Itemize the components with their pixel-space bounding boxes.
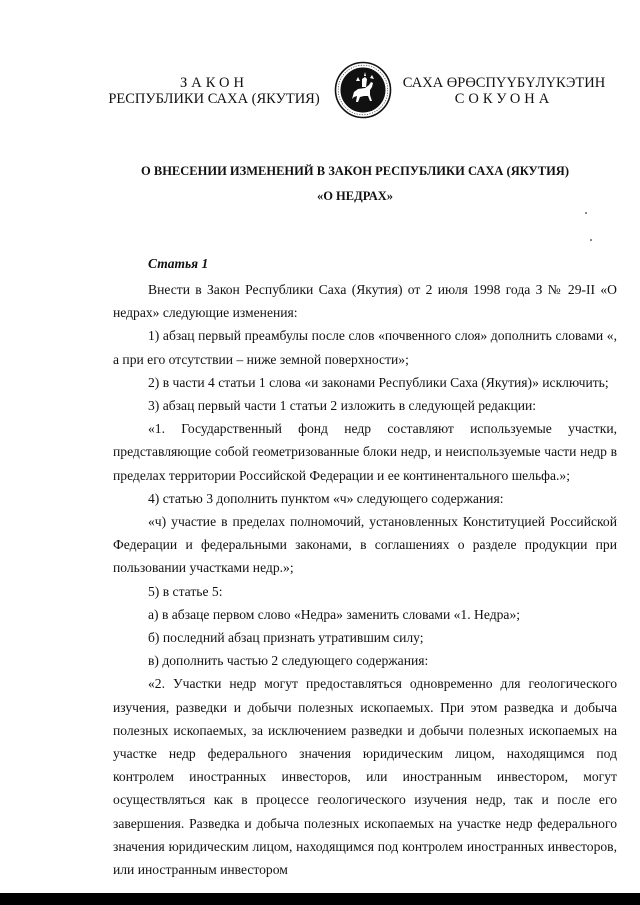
paragraph-sub-b: б) последний абзац признать утратившим силу; <box>148 630 424 646</box>
paragraph-item-5: 5) в статье 5: <box>148 583 223 599</box>
paragraph-sub-a: а) в абзаце первом слово «Недра» заменить словами «1. Недра»; <box>148 606 521 622</box>
header-russian <box>108 75 320 107</box>
paragraph-quote-2: «2. Участки недр могут предоставляться одновременно для геологического изучения, разведки и добычи полезных ископаемых. При этом разведка и добыча полезных ископаемых, за исключением разведки и добычи полезных ископаемых на участке недр федерального значения юридическим лицом, находящимся под контролем иностранных инвесторов, или иностранным инвестором, могут осуществляться как в процессе геологического изучения недр, так и после его завершения. Разведка и добыча полезных ископаемых на участке недр федерального значения юридическим лицом, находящимся под контролем иностранных инвесторов, или иностранным инвестором <box>113 676 617 878</box>
paragraph-intro: Внести в Закон Республики Саха (Якутия) от 2 июля 1998 года З № 29-II «О недрах» следующие изменения: <box>113 282 617 321</box>
paragraph-item-1: 1) абзац первый преамбулы после слов «почвенного слоя» дополнить словами «, а при его отсутствии – ниже земной поверхности»; <box>113 328 617 367</box>
paragraph-sub-v: в) дополнить частью 2 следующего содержания: <box>148 653 429 669</box>
scan-speck <box>590 239 592 241</box>
header-sakha <box>400 75 608 107</box>
law-label-sakha: СОКУОНА <box>454 91 554 107</box>
republic-name-sakha: САХА ӨРӨСПҮҮБҮЛҮКЭТИН <box>402 75 606 91</box>
republic-name-ru: РЕСПУБЛИКИ САХА (ЯКУТИЯ) <box>108 91 320 107</box>
scan-speck <box>585 212 587 214</box>
document-title-law-name: «О НЕДРАХ» <box>316 189 394 203</box>
coat-of-arms-icon <box>334 61 392 119</box>
article-body <box>113 278 617 881</box>
document-title: О ВНЕСЕНИИ ИЗМЕНЕНИЙ В ЗАКОН РЕСПУБЛИКИ САХА (ЯКУТИЯ) <box>141 164 569 178</box>
paragraph-item-4: 4) статью 3 дополнить пунктом «ч» следующего содержания: <box>148 490 504 506</box>
paragraph-quote-ch: «ч) участие в пределах полномочий, установленных Конституцией Российской Федерации и федеральными законами, в соглашениях о разделе продукции при пользовании участками недр.»; <box>113 514 617 576</box>
paragraph-item-3: 3) абзац первый части 1 статьи 2 изложить в следующей редакции: <box>148 398 537 414</box>
paragraph-item-2: 2) в части 4 статьи 1 слова «и законами Республики Саха (Якутия)» исключить; <box>148 374 609 390</box>
paragraph-quote-1: «1. Государственный фонд недр составляют используемые участки, представляющие собой геометризованные блоки недр, и неиспользуемые части недр в пределах территории Российской Федерации и ее континентального шельфа.»; <box>113 421 617 483</box>
scan-bottom-edge <box>0 893 640 905</box>
article-heading: Статья 1 <box>148 256 209 271</box>
law-label-ru: ЗАКОН <box>180 75 248 91</box>
